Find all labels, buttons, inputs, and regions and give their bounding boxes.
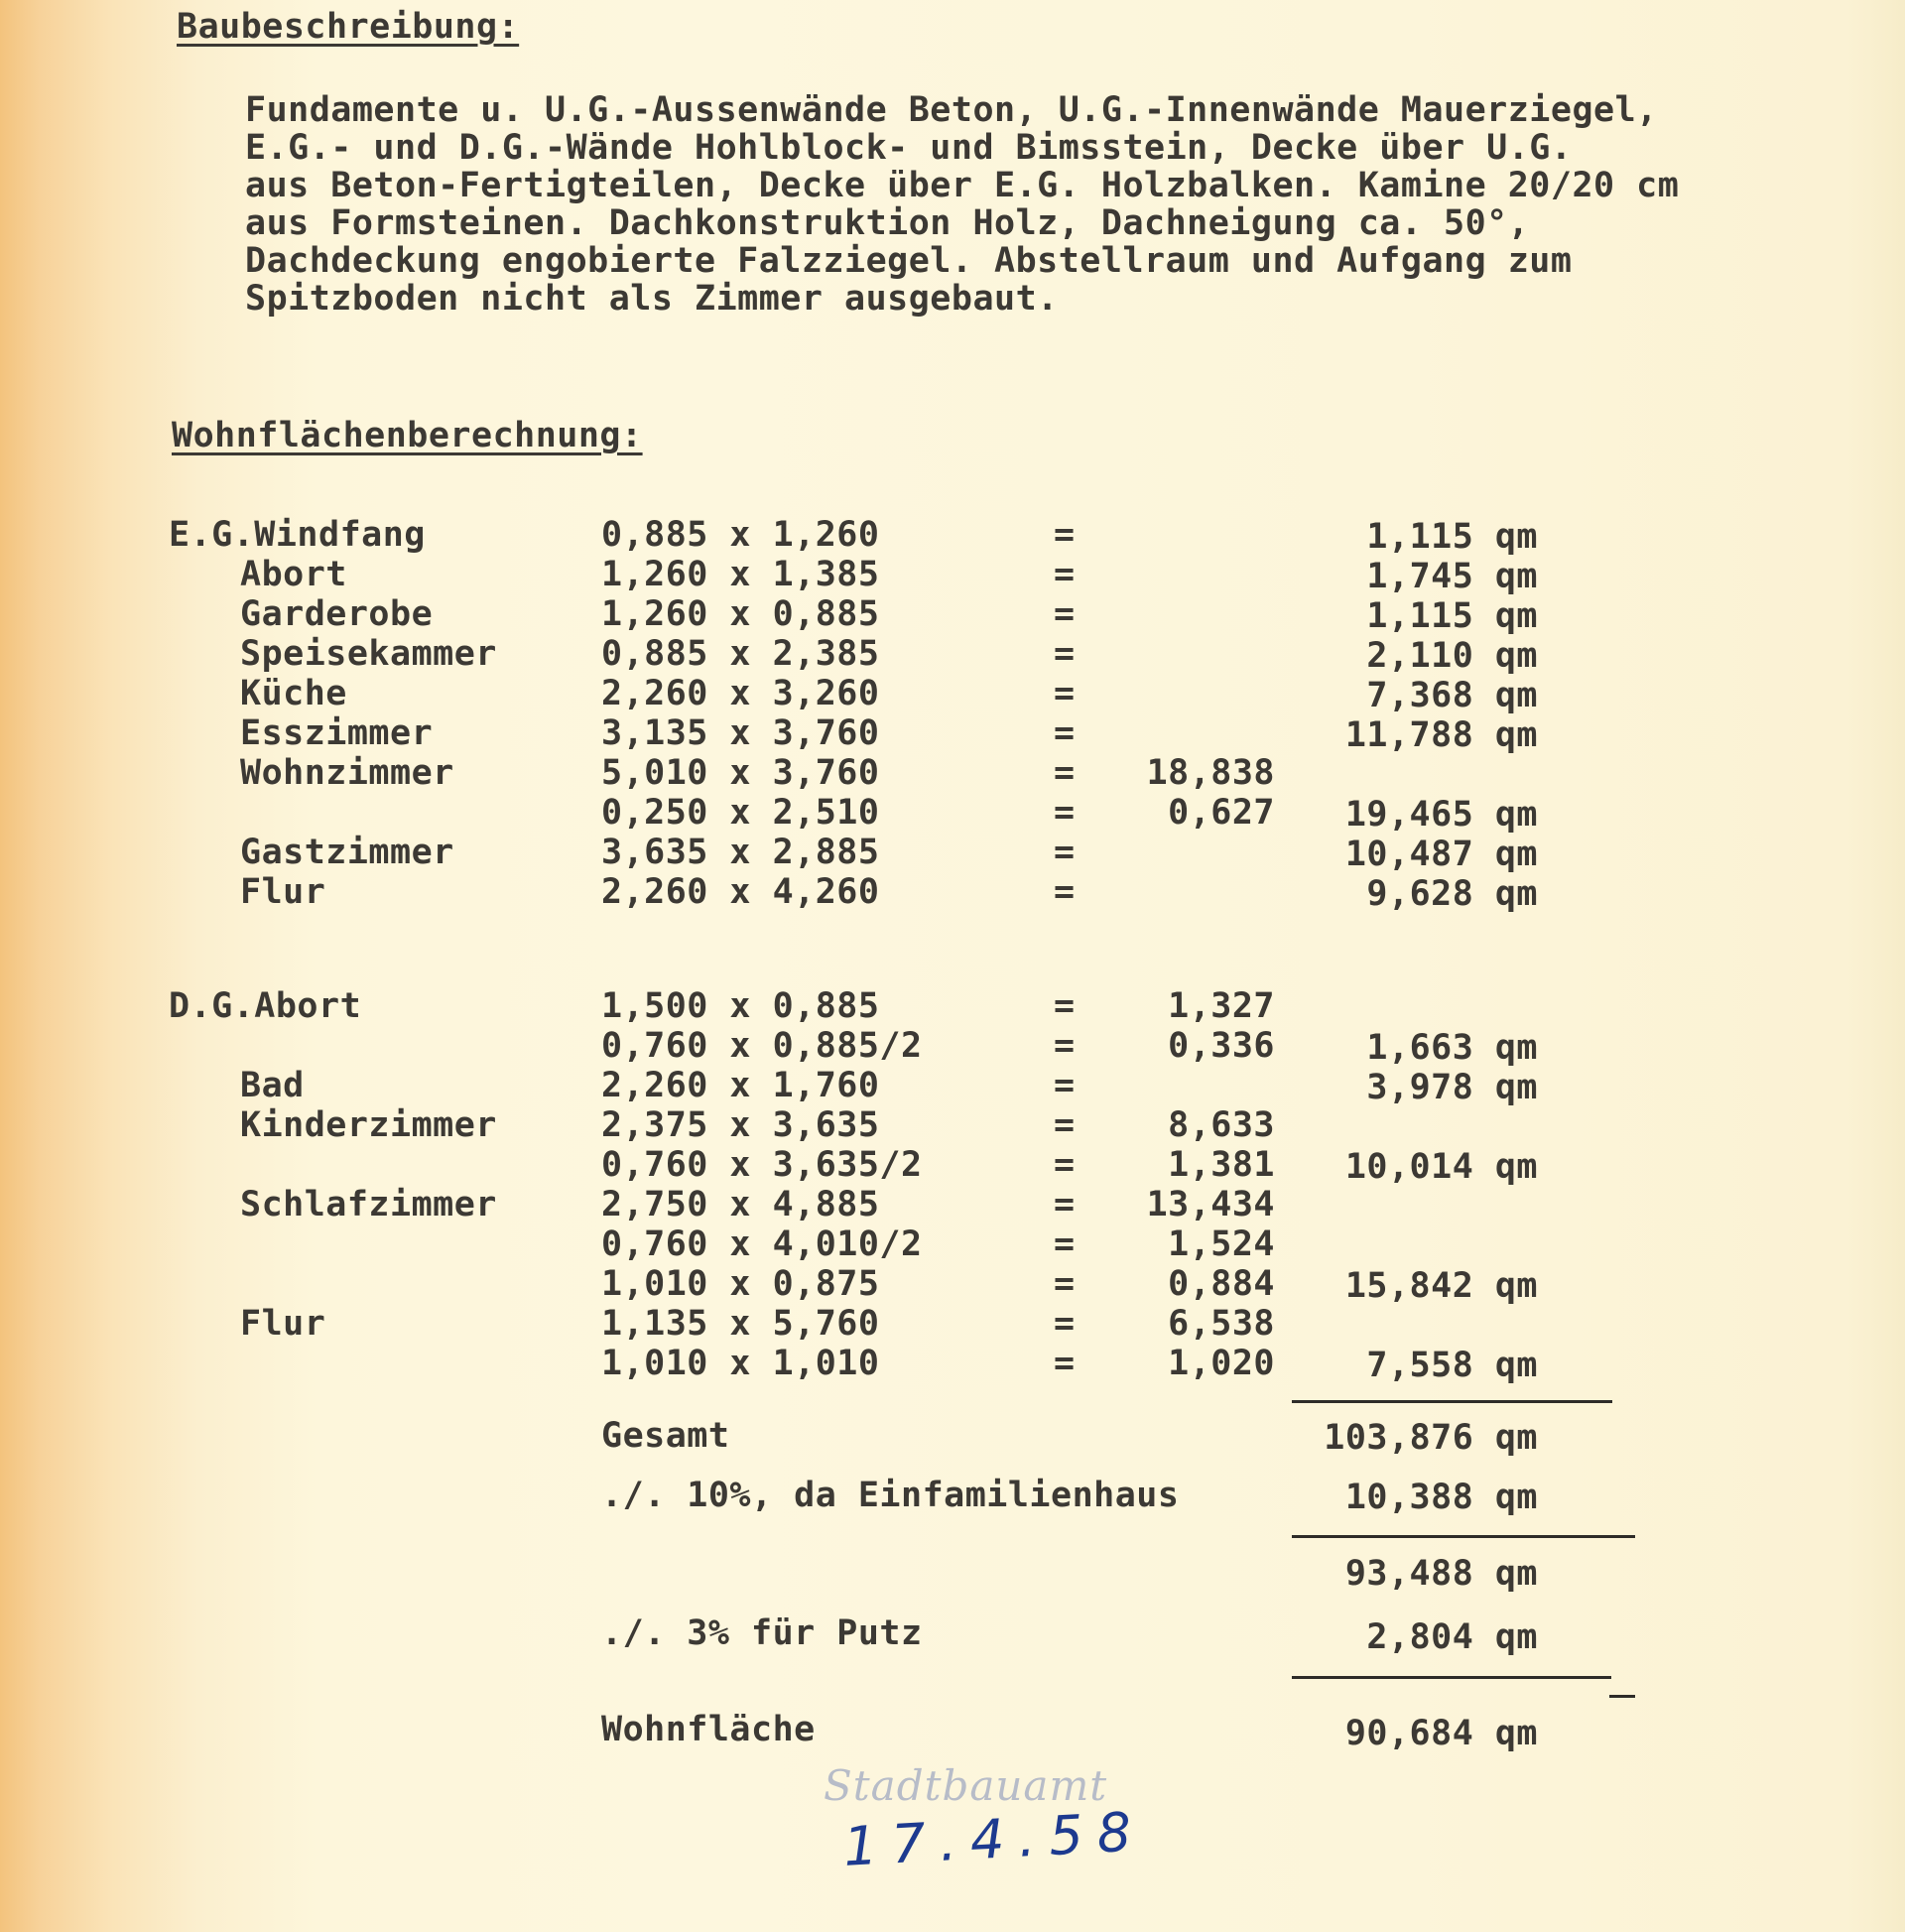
summary-label: ./. 10%, da Einfamilienhaus bbox=[601, 1476, 1180, 1515]
room-area-total: 1,115 qm bbox=[1366, 517, 1538, 557]
equals-sign: = bbox=[1054, 833, 1076, 872]
dimension-calc: 1,135 x 5,760 bbox=[601, 1304, 880, 1344]
equals-sign: = bbox=[1054, 872, 1076, 912]
dimension-calc: 2,375 x 3,635 bbox=[601, 1105, 880, 1145]
dimension-calc: 2,260 x 1,760 bbox=[601, 1066, 880, 1105]
summary-label: ./. 3% für Putz bbox=[601, 1613, 923, 1653]
room-name: D.G.Abort bbox=[169, 986, 362, 1026]
dimension-calc: 1,260 x 0,885 bbox=[601, 594, 880, 634]
description-line: Spitzboden nicht als Zimmer ausgebaut. bbox=[245, 279, 1059, 319]
room-name: Bad bbox=[240, 1066, 305, 1105]
description-line: aus Formsteinen. Dachkonstruktion Holz, Dachneigung ca. 50°, bbox=[245, 203, 1530, 243]
room-name: Flur bbox=[240, 872, 326, 912]
equals-sign: = bbox=[1054, 1224, 1076, 1264]
dimension-calc: 0,760 x 3,635/2 bbox=[601, 1145, 923, 1185]
room-area-total: 1,115 qm bbox=[1366, 596, 1538, 636]
partial-area: 0,627 bbox=[1168, 793, 1275, 833]
room-area-total: 10,014 qm bbox=[1344, 1147, 1538, 1187]
dimension-calc: 0,760 x 4,010/2 bbox=[601, 1224, 923, 1264]
dimension-calc: 0,885 x 2,385 bbox=[601, 634, 880, 674]
partial-area: 13,434 bbox=[1146, 1185, 1275, 1224]
equals-sign: = bbox=[1054, 1304, 1076, 1344]
dimension-calc: 2,750 x 4,885 bbox=[601, 1185, 880, 1224]
description-line: aus Beton-Fertigteilen, Decke über E.G. Holzbalken. Kamine 20/20 cm bbox=[245, 166, 1680, 205]
dimension-calc: 3,635 x 2,885 bbox=[601, 833, 880, 872]
equals-sign: = bbox=[1054, 793, 1076, 833]
sum-rule bbox=[1292, 1535, 1635, 1538]
dimension-calc: 1,010 x 1,010 bbox=[601, 1344, 880, 1383]
room-area-total: 10,487 qm bbox=[1344, 835, 1538, 874]
room-name: Esszimmer bbox=[240, 713, 434, 753]
wohnflaeche-total-label: Wohnfläche bbox=[601, 1710, 816, 1749]
partial-area: 1,020 bbox=[1168, 1344, 1275, 1383]
partial-area: 18,838 bbox=[1146, 753, 1275, 793]
dimension-calc: 1,260 x 1,385 bbox=[601, 555, 880, 594]
room-area-total: 7,368 qm bbox=[1366, 676, 1538, 715]
handwritten-date: 17.4.58 bbox=[841, 1800, 1147, 1878]
partial-area: 0,336 bbox=[1168, 1026, 1275, 1066]
dimension-calc: 0,250 x 2,510 bbox=[601, 793, 880, 833]
wohnflaeche-heading: Wohnflächenberechnung: bbox=[172, 416, 643, 455]
sum-rule bbox=[1292, 1400, 1612, 1403]
partial-area: 0,884 bbox=[1168, 1264, 1275, 1304]
room-area-total: 3,978 qm bbox=[1366, 1068, 1538, 1107]
partial-area: 6,538 bbox=[1168, 1304, 1275, 1344]
equals-sign: = bbox=[1054, 674, 1076, 713]
equals-sign: = bbox=[1054, 555, 1076, 594]
equals-sign: = bbox=[1054, 1026, 1076, 1066]
partial-area: 8,633 bbox=[1168, 1105, 1275, 1145]
wohnflaeche-total-value: 90,684 qm bbox=[1344, 1714, 1538, 1753]
sum-rule bbox=[1609, 1695, 1635, 1698]
room-area-total: 1,745 qm bbox=[1366, 557, 1538, 596]
baubeschreibung-heading: Baubeschreibung: bbox=[177, 7, 520, 47]
stadtbauamt-stamp: Stadtbauamt bbox=[824, 1761, 1108, 1810]
dimension-calc: 1,500 x 0,885 bbox=[601, 986, 880, 1026]
room-name: Speisekammer bbox=[240, 634, 497, 674]
room-area-total: 2,110 qm bbox=[1366, 636, 1538, 676]
room-area-total: 9,628 qm bbox=[1366, 874, 1538, 914]
partial-area: 1,327 bbox=[1168, 986, 1275, 1026]
equals-sign: = bbox=[1054, 713, 1076, 753]
room-name: E.G.Windfang bbox=[169, 515, 426, 555]
room-area-total: 11,788 qm bbox=[1344, 715, 1538, 755]
equals-sign: = bbox=[1054, 515, 1076, 555]
summary-value: 2,804 qm bbox=[1366, 1617, 1538, 1657]
room-name: Schlafzimmer bbox=[240, 1185, 497, 1224]
room-area-total: 19,465 qm bbox=[1344, 795, 1538, 835]
summary-value: 93,488 qm bbox=[1344, 1554, 1538, 1594]
room-name: Kinderzimmer bbox=[240, 1105, 497, 1145]
summary-label: Gesamt bbox=[601, 1416, 730, 1456]
dimension-calc: 2,260 x 3,260 bbox=[601, 674, 880, 713]
dimension-calc: 1,010 x 0,875 bbox=[601, 1264, 880, 1304]
equals-sign: = bbox=[1054, 1066, 1076, 1105]
equals-sign: = bbox=[1054, 594, 1076, 634]
description-line: Dachdeckung engobierte Falzziegel. Abstellraum und Aufgang zum bbox=[245, 241, 1573, 281]
description-line: Fundamente u. U.G.-Aussenwände Beton, U.G.-Innenwände Mauerziegel, bbox=[245, 90, 1658, 130]
equals-sign: = bbox=[1054, 1344, 1076, 1383]
summary-value: 10,388 qm bbox=[1344, 1478, 1538, 1517]
equals-sign: = bbox=[1054, 753, 1076, 793]
equals-sign: = bbox=[1054, 1264, 1076, 1304]
dimension-calc: 2,260 x 4,260 bbox=[601, 872, 880, 912]
room-name: Gastzimmer bbox=[240, 833, 454, 872]
room-name: Garderobe bbox=[240, 594, 434, 634]
room-area-total: 1,663 qm bbox=[1366, 1028, 1538, 1068]
room-area-total: 7,558 qm bbox=[1366, 1346, 1538, 1385]
equals-sign: = bbox=[1054, 1105, 1076, 1145]
room-name: Abort bbox=[240, 555, 347, 594]
sum-rule bbox=[1292, 1676, 1611, 1679]
dimension-calc: 3,135 x 3,760 bbox=[601, 713, 880, 753]
partial-area: 1,381 bbox=[1168, 1145, 1275, 1185]
dimension-calc: 5,010 x 3,760 bbox=[601, 753, 880, 793]
room-name: Küche bbox=[240, 674, 347, 713]
room-area-total: 15,842 qm bbox=[1344, 1266, 1538, 1306]
dimension-calc: 0,885 x 1,260 bbox=[601, 515, 880, 555]
equals-sign: = bbox=[1054, 634, 1076, 674]
dimension-calc: 0,760 x 0,885/2 bbox=[601, 1026, 923, 1066]
description-line: E.G.- und D.G.-Wände Hohlblock- und Bimsstein, Decke über U.G. bbox=[245, 128, 1573, 168]
equals-sign: = bbox=[1054, 986, 1076, 1026]
room-name: Flur bbox=[240, 1304, 326, 1344]
room-name: Wohnzimmer bbox=[240, 753, 454, 793]
equals-sign: = bbox=[1054, 1185, 1076, 1224]
partial-area: 1,524 bbox=[1168, 1224, 1275, 1264]
summary-value: 103,876 qm bbox=[1324, 1418, 1538, 1458]
equals-sign: = bbox=[1054, 1145, 1076, 1185]
